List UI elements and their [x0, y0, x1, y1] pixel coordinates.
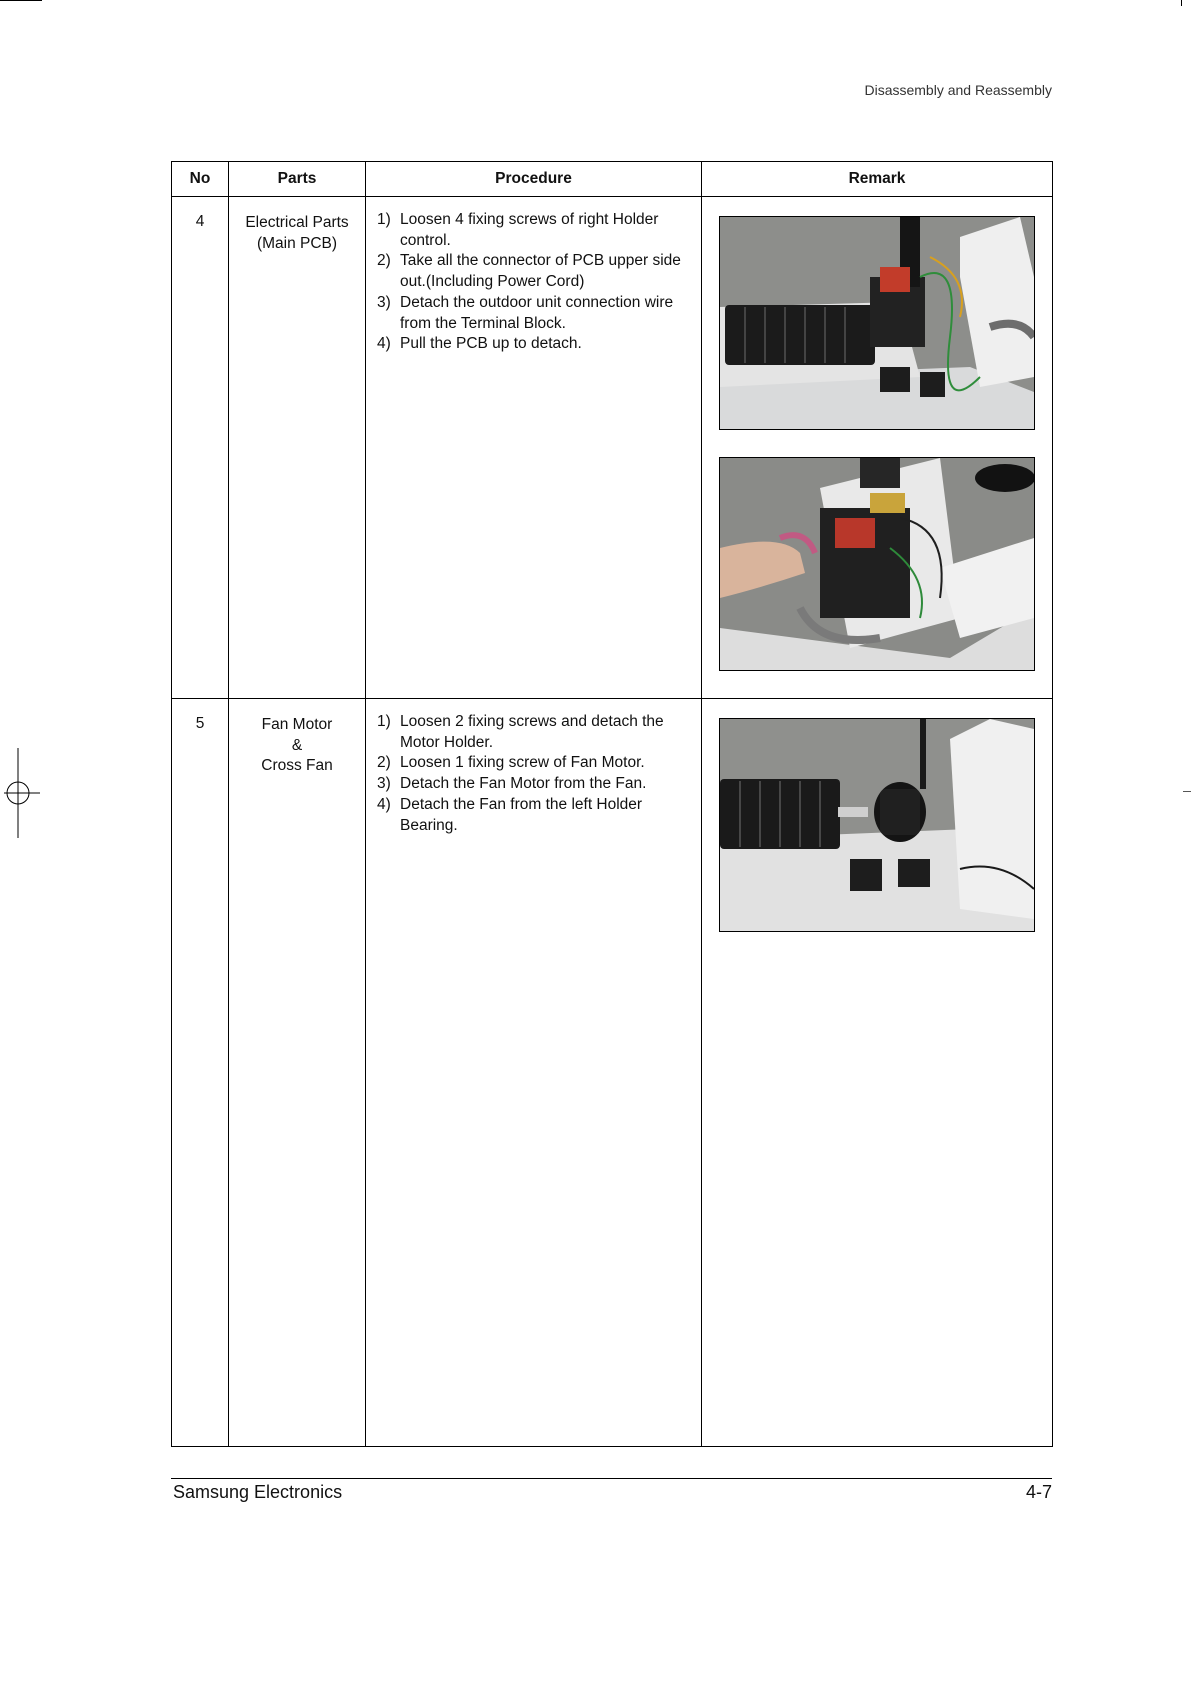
crop-mark-top-left: [0, 0, 42, 1]
photo-fan-motor-removal: [719, 718, 1035, 932]
procedure-cell: [366, 699, 702, 1447]
table-row: [172, 699, 1053, 1447]
footer-company: Samsung Electronics: [173, 1482, 343, 1502]
procedure-step: 2) Take all the connector of PCB upper side out.(Including Power Cord): [377, 252, 681, 291]
procedure-step: 4) Pull the PCB up to detach.: [377, 335, 582, 353]
row-number: 4: [172, 197, 229, 699]
registration-crosshair: [4, 748, 40, 838]
column-header-remark: Remark: [702, 162, 1053, 197]
parts-line: Electrical Parts: [245, 214, 349, 231]
parts-line: Fan Motor: [261, 716, 333, 733]
table-row: [172, 197, 1053, 699]
parts-cell: [229, 699, 366, 1447]
procedure-step: 1) Loosen 4 fixing screws of right Holder control.: [377, 211, 659, 249]
column-header-no: No: [172, 162, 229, 197]
parts-cell: [229, 197, 366, 699]
column-header-parts: Parts: [229, 162, 366, 197]
crop-mark-top-right: [1181, 0, 1182, 6]
footer-rule: [171, 1478, 1052, 1479]
procedure-step: 3) Detach the outdoor unit connection wire from the Terminal Block.: [377, 293, 674, 332]
procedure-step: 3) Detach the Fan Motor from the Fan.: [377, 775, 647, 793]
procedure-step: 2) Loosen 1 fixing screw of Fan Motor.: [377, 754, 645, 772]
table-header-row: [172, 162, 1053, 197]
parts-line: Cross Fan: [261, 757, 333, 774]
section-title: Disassembly and Reassembly: [864, 82, 1052, 98]
procedure-step: 4) Detach the Fan from the left Holder Bearing.: [377, 795, 643, 834]
parts-line: &: [291, 736, 303, 754]
remark-cell: [702, 197, 1053, 699]
photo-pcb-screw-removal: [719, 216, 1035, 430]
row-number: 5: [172, 699, 229, 1447]
parts-line: (Main PCB): [256, 234, 338, 252]
procedure-step: 1) Loosen 2 fixing screws and detach the Motor Holder.: [377, 713, 664, 751]
registration-tick-right: [1183, 791, 1191, 792]
footer-page-number: 4-7: [1025, 1482, 1052, 1502]
remark-cell: [702, 699, 1053, 1447]
column-header-procedure: Procedure: [366, 162, 702, 197]
procedure-table: [171, 161, 1053, 1447]
photo-pcb-pull-up: [719, 457, 1035, 671]
procedure-cell: [366, 197, 702, 699]
